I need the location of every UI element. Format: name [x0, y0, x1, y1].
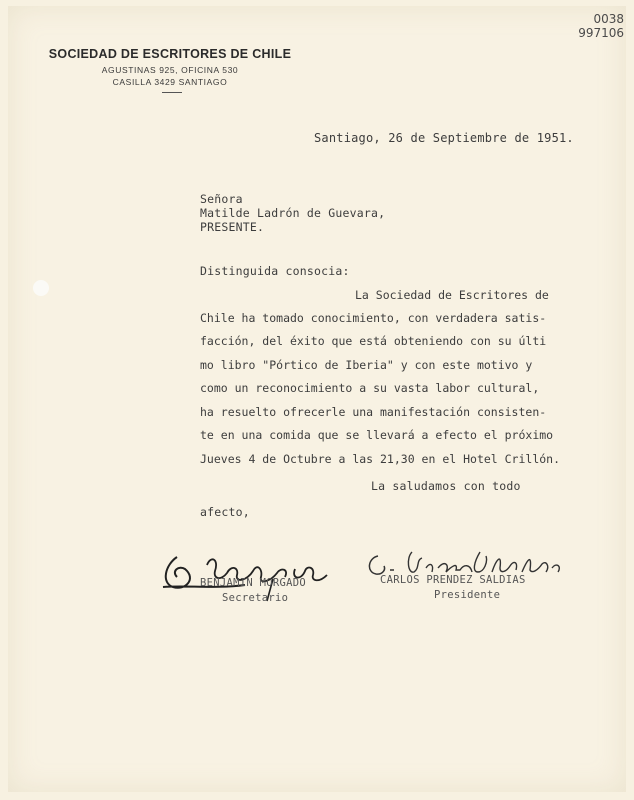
body-line-1: La Sociedad de Escritores de — [355, 288, 549, 302]
signer-2-name: CARLOS PRENDEZ SALDIAS — [380, 574, 526, 586]
letter-paper — [8, 6, 626, 792]
body-line-5: como un reconocimiento a su vasta labor cultural, — [200, 381, 540, 395]
letterhead — [40, 47, 300, 88]
body-line-2: Chile ha tomado conocimiento, con verdadera satis- — [200, 311, 547, 325]
recipient-title: Señora — [200, 192, 243, 206]
address-line-1: AGUSTINAS 925, OFICINA 530 — [101, 65, 239, 75]
organization-name: SOCIEDAD DE ESCRITORES DE CHILE — [48, 47, 292, 61]
signer-1-name: BENJAMIN MORGADO — [200, 577, 306, 589]
closing-line-1: La saludamos con todo — [371, 479, 521, 493]
punch-hole — [33, 280, 49, 296]
recipient-name: Matilde Ladrón de Guevara, — [200, 206, 386, 220]
signer-2-role: Presidente — [434, 589, 501, 601]
archive-code-line-1: 0038 — [593, 12, 624, 26]
recipient-location: PRESENTE. — [200, 220, 265, 234]
address-line-2: CASILLA 3429 SANTIAGO — [112, 77, 228, 87]
letter-date: Santiago, 26 de Septiembre de 1951. — [314, 131, 574, 145]
body-line-6: ha resuelto ofrecerle una manifestación consisten- — [200, 405, 547, 419]
archive-code — [578, 12, 624, 40]
closing-line-2: afecto, — [200, 505, 250, 519]
body-line-3: facción, del éxito que está obteniendo con su últi — [200, 334, 547, 348]
body-line-8: Jueves 4 de Octubre a las 21,30 en el Hotel Crillón. — [200, 452, 561, 466]
body-line-7: te en una comida que se llevará a efecto el próximo — [200, 428, 554, 442]
letterhead-rule — [162, 92, 182, 93]
archive-code-line-2: 997106 — [578, 26, 624, 40]
body-line-4: mo libro "Pórtico de Iberia" y con este motivo y — [200, 358, 533, 372]
salutation: Distinguida consocia: — [200, 264, 350, 278]
signer-1-role: Secretario — [222, 592, 289, 604]
